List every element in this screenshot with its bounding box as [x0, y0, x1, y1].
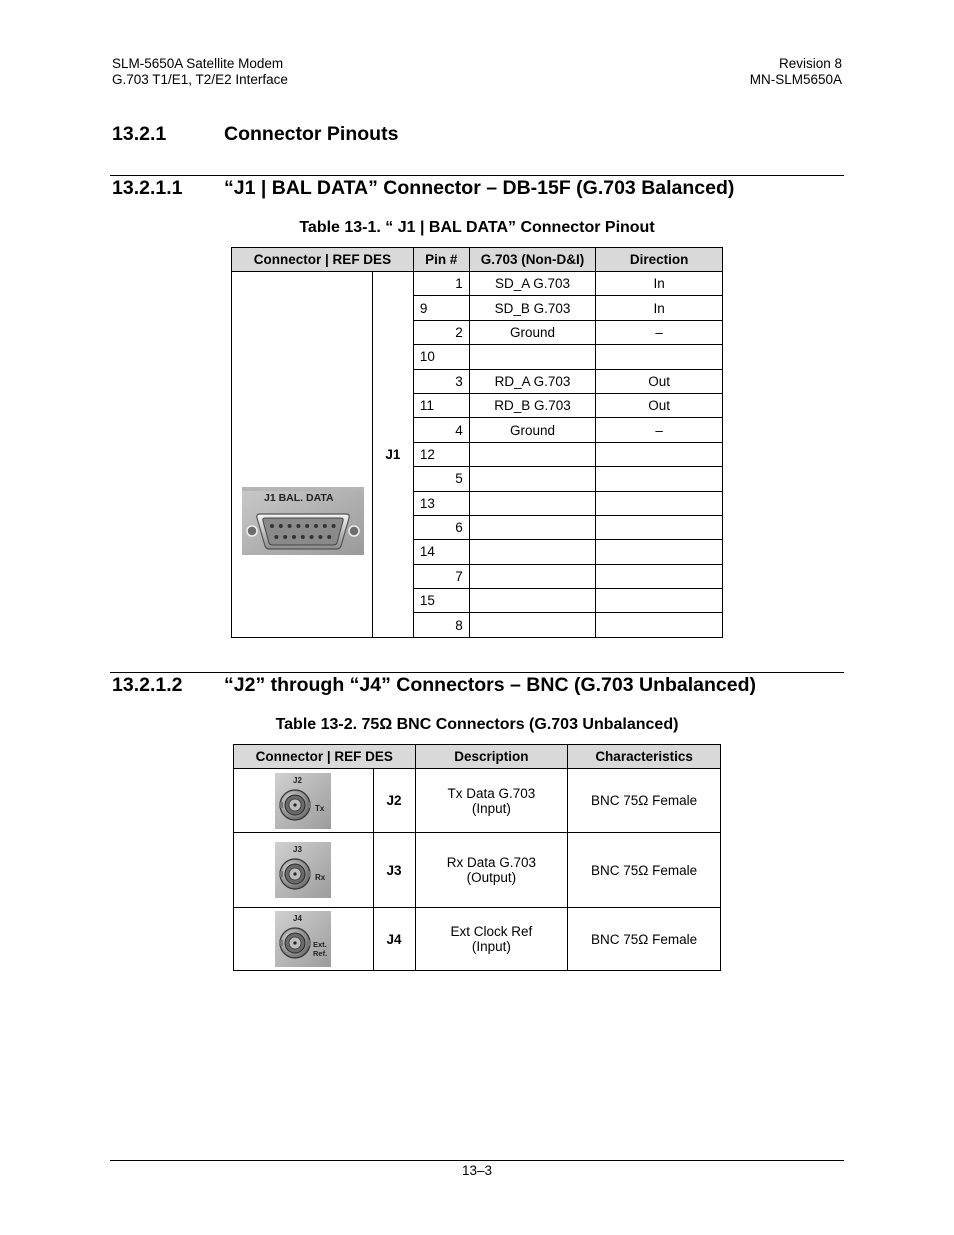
signal-cell — [469, 442, 596, 466]
j1-pinout-table — [231, 247, 723, 638]
direction-cell — [596, 564, 723, 588]
direction-cell — [596, 345, 723, 369]
subsection-divider — [110, 175, 844, 176]
pin-number-cell: 6 — [413, 515, 469, 539]
ref-des-cell: J2 — [373, 769, 415, 833]
direction-cell — [596, 540, 723, 564]
subsection-title: “J1 | BAL DATA” Connector – DB-15F (G.703 Balanced) — [224, 177, 735, 199]
signal-cell — [469, 589, 596, 613]
table-caption: Table 13-1. “ J1 | BAL DATA” Connector Pinout — [299, 219, 655, 236]
bnc-connector-photo — [275, 911, 331, 967]
connector-image-cell — [234, 833, 374, 908]
column-header: Description — [415, 745, 568, 769]
bnc-connector-icon — [275, 911, 331, 967]
signal-cell: SD_A G.703 — [469, 272, 596, 296]
ref-des-cell: J1 — [372, 272, 413, 638]
j1-connector-photo — [242, 487, 364, 555]
connector-photo-label: J1 BAL. DATA — [264, 491, 334, 504]
signal-cell: RD_B G.703 — [469, 393, 596, 417]
header-product: SLM-5650A Satellite Modem — [112, 56, 284, 71]
pin-number-cell: 14 — [413, 540, 469, 564]
footer-divider — [110, 1160, 844, 1161]
column-header: Direction — [596, 248, 723, 272]
pin-number-cell: 11 — [413, 393, 469, 417]
table-header-row — [234, 745, 721, 769]
characteristics-cell: BNC 75Ω Female — [568, 908, 721, 971]
pin-number-cell: 4 — [413, 418, 469, 442]
table-row — [234, 769, 721, 833]
direction-cell: – — [596, 320, 723, 344]
pin-number-cell: 1 — [413, 272, 469, 296]
direction-cell: In — [596, 272, 723, 296]
connector-photo-label: Tx — [315, 803, 325, 813]
signal-cell — [469, 613, 596, 637]
signal-cell: Ground — [469, 320, 596, 344]
connector-image-cell — [234, 769, 374, 833]
column-header: G.703 (Non-D&I) — [469, 248, 596, 272]
bnc-connectors-table — [233, 744, 721, 971]
pin-number-cell: 10 — [413, 345, 469, 369]
connector-photo-label: J3 — [293, 845, 303, 854]
running-header-left — [112, 56, 288, 88]
signal-cell — [469, 515, 596, 539]
description-cell: Tx Data G.703 (Input) — [415, 769, 568, 833]
direction-cell — [596, 613, 723, 637]
pin-number-cell: 2 — [413, 320, 469, 344]
direction-cell — [596, 442, 723, 466]
connector-image-cell — [232, 272, 373, 638]
direction-cell: Out — [596, 369, 723, 393]
pin-number-cell: 3 — [413, 369, 469, 393]
connector-image-cell — [234, 908, 374, 971]
direction-cell — [596, 491, 723, 515]
pin-number-cell: 12 — [413, 442, 469, 466]
connector-photo-label: J4 — [293, 914, 303, 923]
signal-cell: Ground — [469, 418, 596, 442]
description-cell: Rx Data G.703 (Output) — [415, 833, 568, 908]
page-number: 13–3 — [461, 1163, 493, 1178]
description-cell: Ext Clock Ref (Input) — [415, 908, 568, 971]
subsection-number: 13.2.1.2 — [112, 674, 183, 696]
connector-photo-label: Ext. Ref. — [313, 940, 328, 958]
table-caption: Table 13-2. 75Ω BNC Connectors (G.703 Unbalanced) — [275, 716, 679, 733]
pin-number-cell: 9 — [413, 296, 469, 320]
table-row — [234, 908, 721, 971]
direction-cell — [596, 467, 723, 491]
direction-cell: In — [596, 296, 723, 320]
table-row — [234, 833, 721, 908]
header-interface: G.703 T1/E1, T2/E2 Interface — [112, 72, 288, 87]
signal-cell — [469, 345, 596, 369]
section-number: 13.2.1 — [112, 123, 167, 145]
pin-number-cell: 15 — [413, 589, 469, 613]
bnc-connector-photo — [275, 842, 331, 898]
signal-cell — [469, 491, 596, 515]
signal-cell: RD_A G.703 — [469, 369, 596, 393]
table-header-row — [232, 248, 723, 272]
header-manual-number: MN-SLM5650A — [749, 72, 842, 87]
direction-cell: Out — [596, 393, 723, 417]
pin-number-cell: 5 — [413, 467, 469, 491]
subsection-title: “J2” through “J4” Connectors – BNC (G.703 Unbalanced) — [224, 674, 757, 696]
db15-connector-icon — [242, 487, 364, 555]
direction-cell — [596, 515, 723, 539]
signal-cell: SD_B G.703 — [469, 296, 596, 320]
section-title: Connector Pinouts — [224, 123, 399, 145]
characteristics-cell: BNC 75Ω Female — [568, 833, 721, 908]
signal-cell — [469, 467, 596, 491]
header-revision: Revision 8 — [778, 56, 842, 71]
direction-cell — [596, 589, 723, 613]
column-header: Characteristics — [568, 745, 721, 769]
bnc-connector-icon — [275, 842, 331, 898]
pin-number-cell: 8 — [413, 613, 469, 637]
ref-des-cell: J4 — [373, 908, 415, 971]
direction-cell: – — [596, 418, 723, 442]
column-header: Connector | REF DES — [234, 745, 416, 769]
bnc-connector-photo — [275, 773, 331, 829]
ref-des-cell: J3 — [373, 833, 415, 908]
connector-photo-label: Rx — [315, 873, 326, 882]
bnc-connector-icon — [275, 773, 331, 829]
column-header: Connector | REF DES — [232, 248, 414, 272]
characteristics-cell: BNC 75Ω Female — [568, 769, 721, 833]
pin-number-cell: 13 — [413, 491, 469, 515]
signal-cell — [469, 564, 596, 588]
subsection-number: 13.2.1.1 — [112, 177, 183, 199]
running-header-right — [750, 56, 842, 88]
table-row — [232, 272, 723, 296]
connector-photo-label: J2 — [293, 775, 303, 785]
signal-cell — [469, 540, 596, 564]
pin-number-cell: 7 — [413, 564, 469, 588]
subsection-divider — [110, 672, 844, 673]
column-header: Pin # — [413, 248, 469, 272]
